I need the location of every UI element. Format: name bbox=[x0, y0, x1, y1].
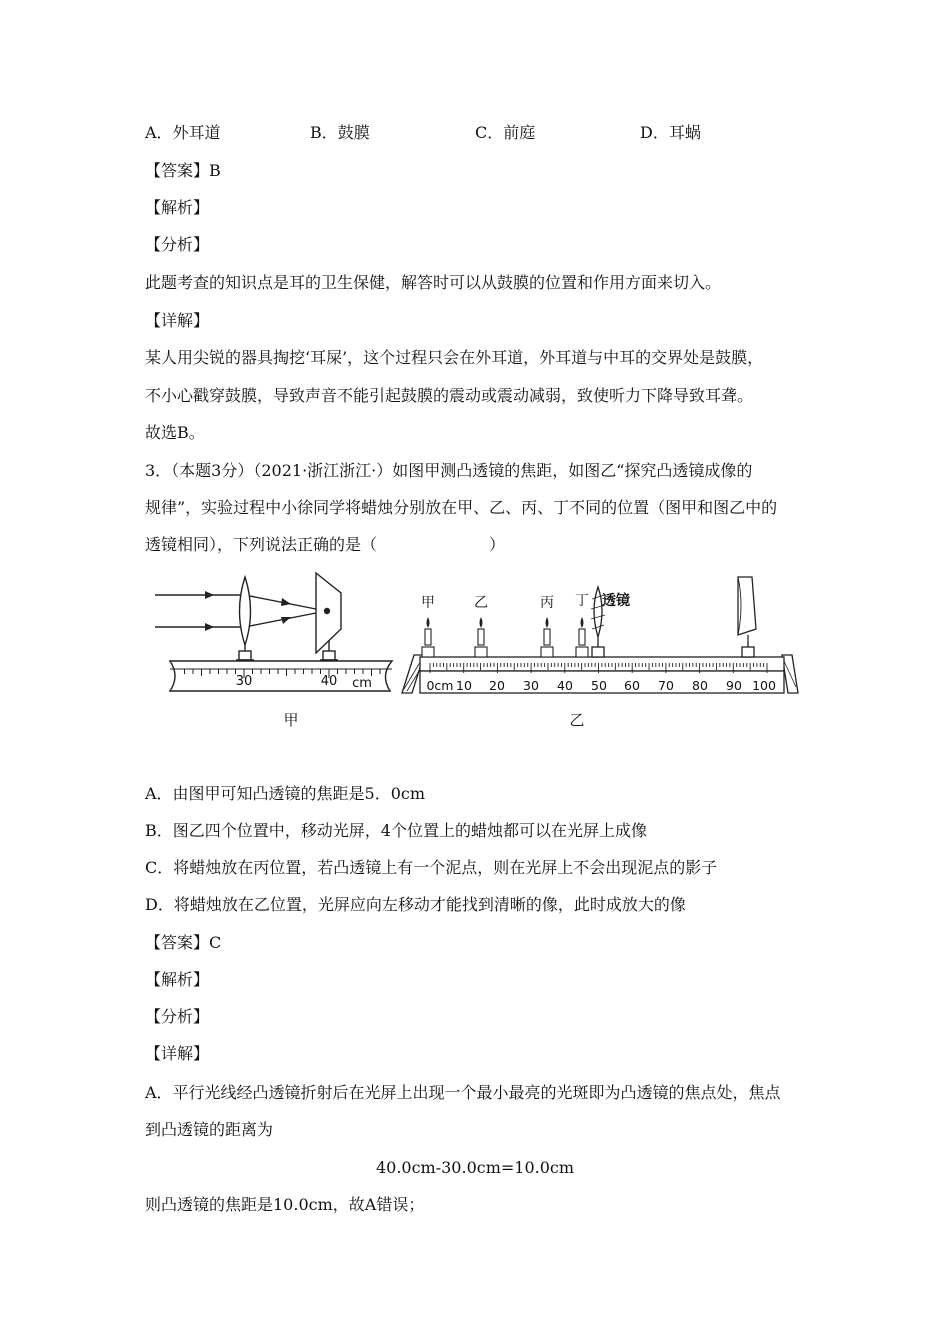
fenxi-text: 此题考查的知识点是耳的卫生保健，解答时可以从鼓膜的位置和作用方面来切入。 bbox=[145, 273, 722, 292]
option-b: B．图乙四个位置中，移动光屏，4个位置上的蜡烛都可以在光屏上成像 bbox=[145, 821, 647, 840]
yi-tick-30: 30 bbox=[523, 678, 539, 693]
lens-label: 透镜 bbox=[602, 593, 630, 609]
candle-label-ding: 丁 bbox=[575, 593, 589, 609]
question-stem: 规律”，实验过程中小徐同学将蜡烛分别放在甲、乙、丙、丁不同的位置（图甲和图乙中的 bbox=[145, 498, 778, 517]
candle-label-bing: 丙 bbox=[540, 595, 554, 611]
jia-tick-40: 40 bbox=[320, 674, 338, 689]
answer-label: 【答案】C bbox=[145, 933, 222, 952]
candle-label-yi: 乙 bbox=[474, 595, 488, 611]
yi-tick-90: 90 bbox=[726, 678, 742, 693]
yi-tick-40: 40 bbox=[557, 678, 573, 693]
candle-label-jia: 甲 bbox=[421, 595, 435, 611]
detail-text: A．平行光线经凸透镜折射后在光屏上出现一个最小最亮的光斑即为凸透镜的焦点处，焦点 bbox=[145, 1083, 781, 1102]
figure-jia bbox=[155, 573, 392, 691]
equation: 40.0cm-30.0cm=10.0cm bbox=[375, 1158, 575, 1177]
detail-text: 到凸透镜的距离为 bbox=[145, 1120, 274, 1139]
yi-tick-0: 0cm bbox=[426, 678, 454, 693]
lens-experiment-figure bbox=[0, 565, 950, 745]
option-a: A．外耳道 bbox=[145, 123, 221, 142]
candle bbox=[475, 617, 487, 657]
conclusion-text: 故选B。 bbox=[145, 423, 205, 442]
option-a: A．由图甲可知凸透镜的焦距是5．0cm bbox=[145, 784, 426, 803]
jia-tick-30: 30 bbox=[235, 674, 253, 689]
yi-tick-70: 70 bbox=[658, 678, 674, 693]
detail-text: 某人用尖锐的器具掏挖‘耳屎’，这个过程只会在外耳道，外耳道与中耳的交界处是鼓膜， bbox=[145, 348, 764, 367]
yi-tick-80: 80 bbox=[692, 678, 708, 693]
detail-text: 不小心戳穿鼓膜，导致声音不能引起鼓膜的震动或震动减弱，致使听力下降导致耳聋。 bbox=[145, 386, 754, 405]
yi-tick-10: 10 bbox=[456, 678, 472, 693]
analysis-label: 【解析】 bbox=[145, 970, 210, 989]
question-stem: 透镜相同），下列说法正确的是（ ） bbox=[145, 535, 506, 554]
jia-caption: 甲 bbox=[283, 711, 299, 729]
option-d: D．耳蜗 bbox=[640, 123, 701, 142]
yi-caption: 乙 bbox=[569, 711, 585, 729]
candle bbox=[422, 617, 434, 657]
detail-label: 【详解】 bbox=[145, 311, 210, 330]
question-stem: 3．（本题3分）（2021·浙江浙江·）如图甲测凸透镜的焦距，如图乙“探究凸透镜成像的 bbox=[145, 461, 753, 480]
option-c: C．前庭 bbox=[475, 123, 536, 142]
figure-yi bbox=[402, 577, 798, 693]
candle bbox=[541, 617, 553, 657]
option-d: D．将蜡烛放在乙位置，光屏应向左移动才能找到清晰的像，此时成放大的像 bbox=[145, 895, 686, 914]
option-c: C．将蜡烛放在丙位置，若凸透镜上有一个泥点，则在光屏上不会出现泥点的影子 bbox=[145, 858, 718, 877]
jia-unit: cm bbox=[352, 676, 372, 691]
detail-label: 【详解】 bbox=[145, 1044, 210, 1063]
answer-label: 【答案】B bbox=[145, 161, 221, 180]
yi-tick-50: 50 bbox=[591, 678, 607, 693]
analysis-label: 【解析】 bbox=[145, 198, 210, 217]
candle bbox=[576, 617, 588, 657]
yi-tick-60: 60 bbox=[624, 678, 640, 693]
fenxi-label: 【分析】 bbox=[145, 235, 210, 254]
fenxi-label: 【分析】 bbox=[145, 1007, 210, 1026]
option-b: B．鼓膜 bbox=[310, 123, 370, 142]
yi-tick-100: 100 bbox=[752, 678, 776, 693]
yi-tick-20: 20 bbox=[489, 678, 505, 693]
detail-text: 则凸透镜的焦距是10.0cm，故A错误； bbox=[145, 1195, 425, 1214]
candles bbox=[422, 617, 588, 657]
